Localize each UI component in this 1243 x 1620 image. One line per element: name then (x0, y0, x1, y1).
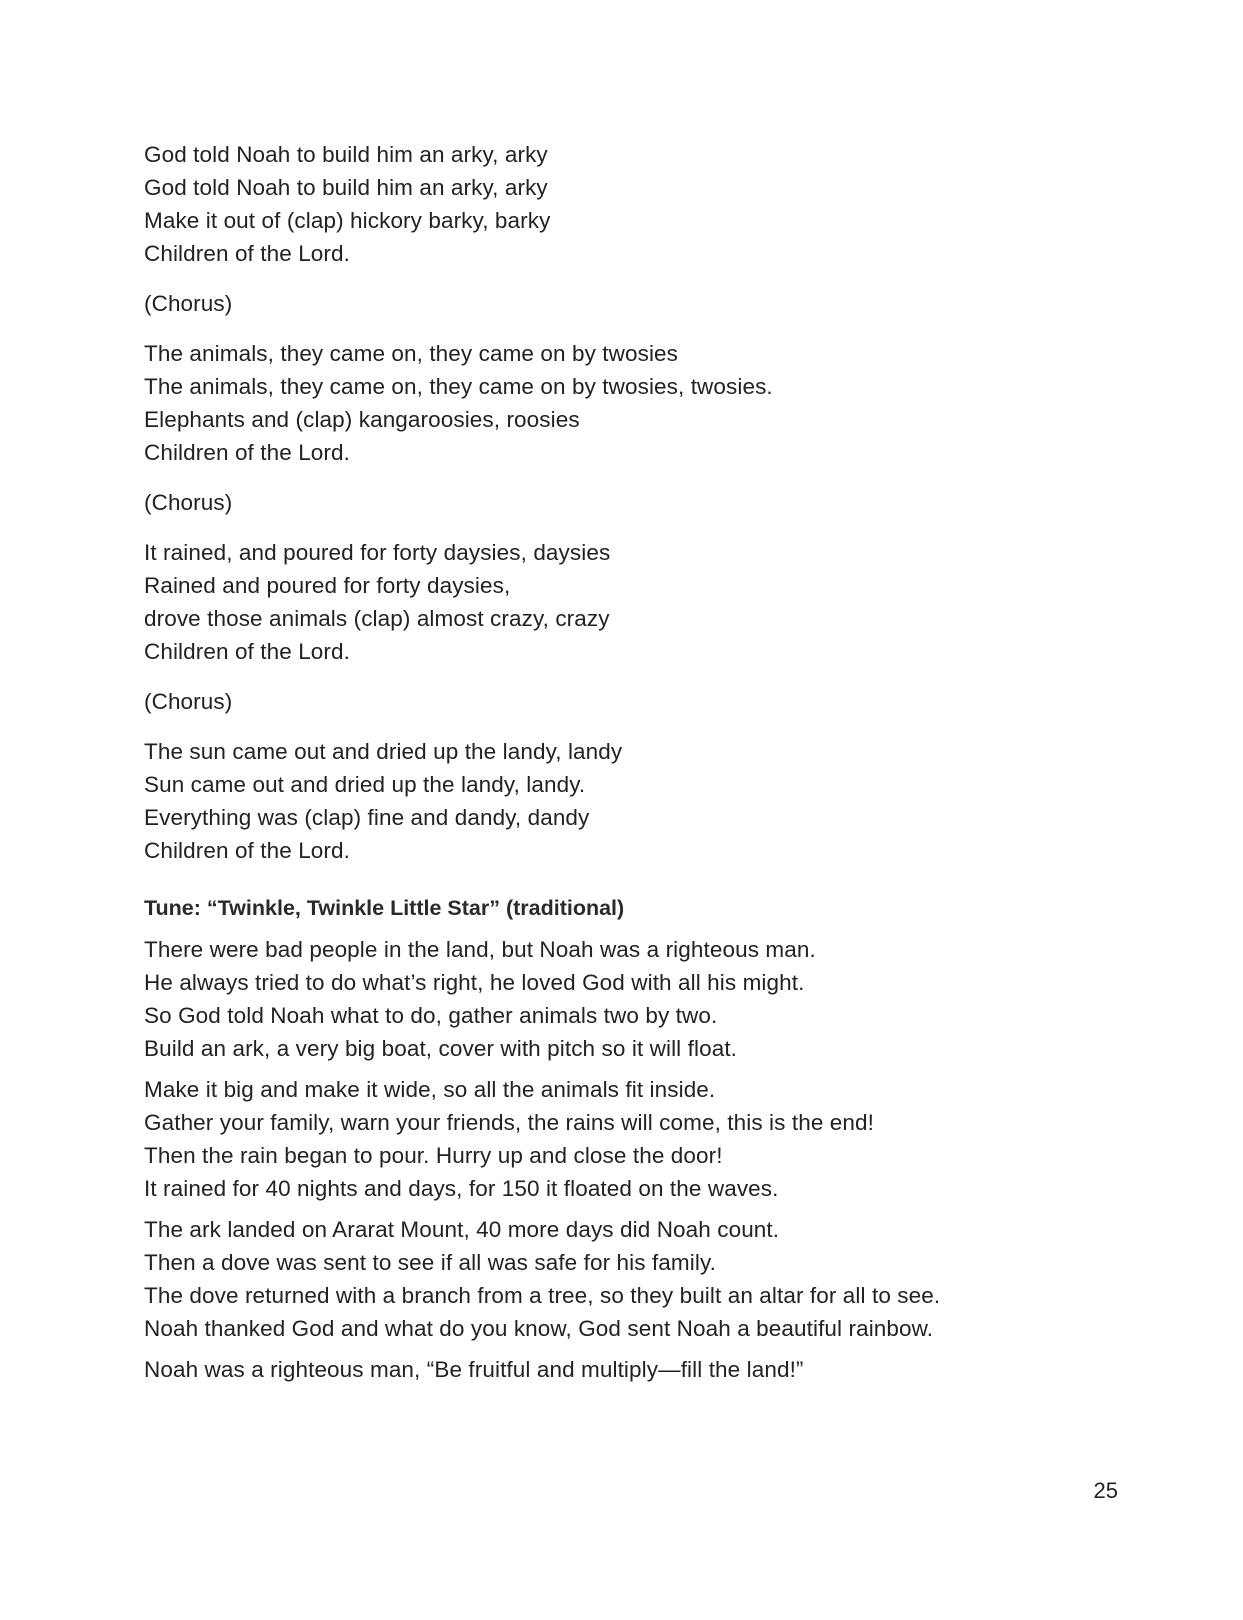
lyric-line: Then the rain began to pour. Hurry up and close the door! (144, 1143, 723, 1168)
page-content (144, 138, 1124, 1394)
chorus-marker (144, 486, 1124, 519)
chorus-marker (144, 685, 1124, 718)
lyric-line: drove those animals (clap) almost crazy, crazy (144, 606, 610, 631)
song-b-verse-1 (144, 933, 1124, 1065)
lyric-line: God told Noah to build him an arky, arky (144, 175, 548, 200)
chorus-label: (Chorus) (144, 689, 233, 714)
lyric-line: It rained, and poured for forty daysies, daysies (144, 540, 611, 565)
song-a-verse-4 (144, 735, 1124, 867)
lyric-line: It rained for 40 nights and days, for 150 it floated on the waves. (144, 1176, 779, 1201)
lyric-line: So God told Noah what to do, gather animals two by two. (144, 1003, 718, 1028)
lyric-line: Sun came out and dried up the landy, landy. (144, 772, 586, 797)
lyric-line: Build an ark, a very big boat, cover with pitch so it will float. (144, 1036, 738, 1061)
song-a-verse-3 (144, 536, 1124, 668)
lyric-line: Rained and poured for forty daysies, (144, 573, 511, 598)
lyric-line: The dove returned with a branch from a tree, so they built an altar for all to see. (144, 1283, 941, 1308)
lyric-line: Children of the Lord. (144, 241, 350, 266)
lyric-line: Then a dove was sent to see if all was safe for his family. (144, 1250, 716, 1275)
page-number: 25 (1093, 1478, 1118, 1503)
lyric-line: Noah thanked God and what do you know, God sent Noah a beautiful rainbow. (144, 1316, 934, 1341)
chorus-label: (Chorus) (144, 291, 233, 316)
lyric-line: Children of the Lord. (144, 440, 350, 465)
lyric-line: He always tried to do what’s right, he loved God with all his might. (144, 970, 805, 995)
song-b-verse-2 (144, 1073, 1124, 1205)
song-a-verse-1 (144, 138, 1124, 270)
song-b-verse-4 (144, 1353, 1124, 1386)
lyric-line: The animals, they came on, they came on by twosies (144, 341, 679, 366)
chorus-marker (144, 287, 1124, 320)
song-b-tune-heading: Tune: “Twinkle, Twinkle Little Star” (traditional) (144, 896, 625, 920)
song-a-verse-2 (144, 337, 1124, 469)
lyric-line: Make it out of (clap) hickory barky, barky (144, 208, 551, 233)
lyric-line: Gather your family, warn your friends, the rains will come, this is the end! (144, 1110, 874, 1135)
lyric-line: The animals, they came on, they came on by twosies, twosies. (144, 374, 773, 399)
chorus-label: (Chorus) (144, 490, 233, 515)
lyric-line: Children of the Lord. (144, 838, 350, 863)
lyric-line: Elephants and (clap) kangaroosies, roosies (144, 407, 580, 432)
lyric-line: God told Noah to build him an arky, arky (144, 142, 548, 167)
lyric-line: The sun came out and dried up the landy, landy (144, 739, 623, 764)
lyric-line: Children of the Lord. (144, 639, 350, 664)
lyric-line: The ark landed on Ararat Mount, 40 more days did Noah count. (144, 1217, 780, 1242)
lyric-line: There were bad people in the land, but Noah was a righteous man. (144, 937, 816, 962)
lyric-line: Noah was a righteous man, “Be fruitful and multiply—fill the land!” (144, 1357, 804, 1382)
lyric-line: Make it big and make it wide, so all the animals fit inside. (144, 1077, 716, 1102)
song-b-verse-3 (144, 1213, 1124, 1345)
lyric-line: Everything was (clap) fine and dandy, dandy (144, 805, 590, 830)
